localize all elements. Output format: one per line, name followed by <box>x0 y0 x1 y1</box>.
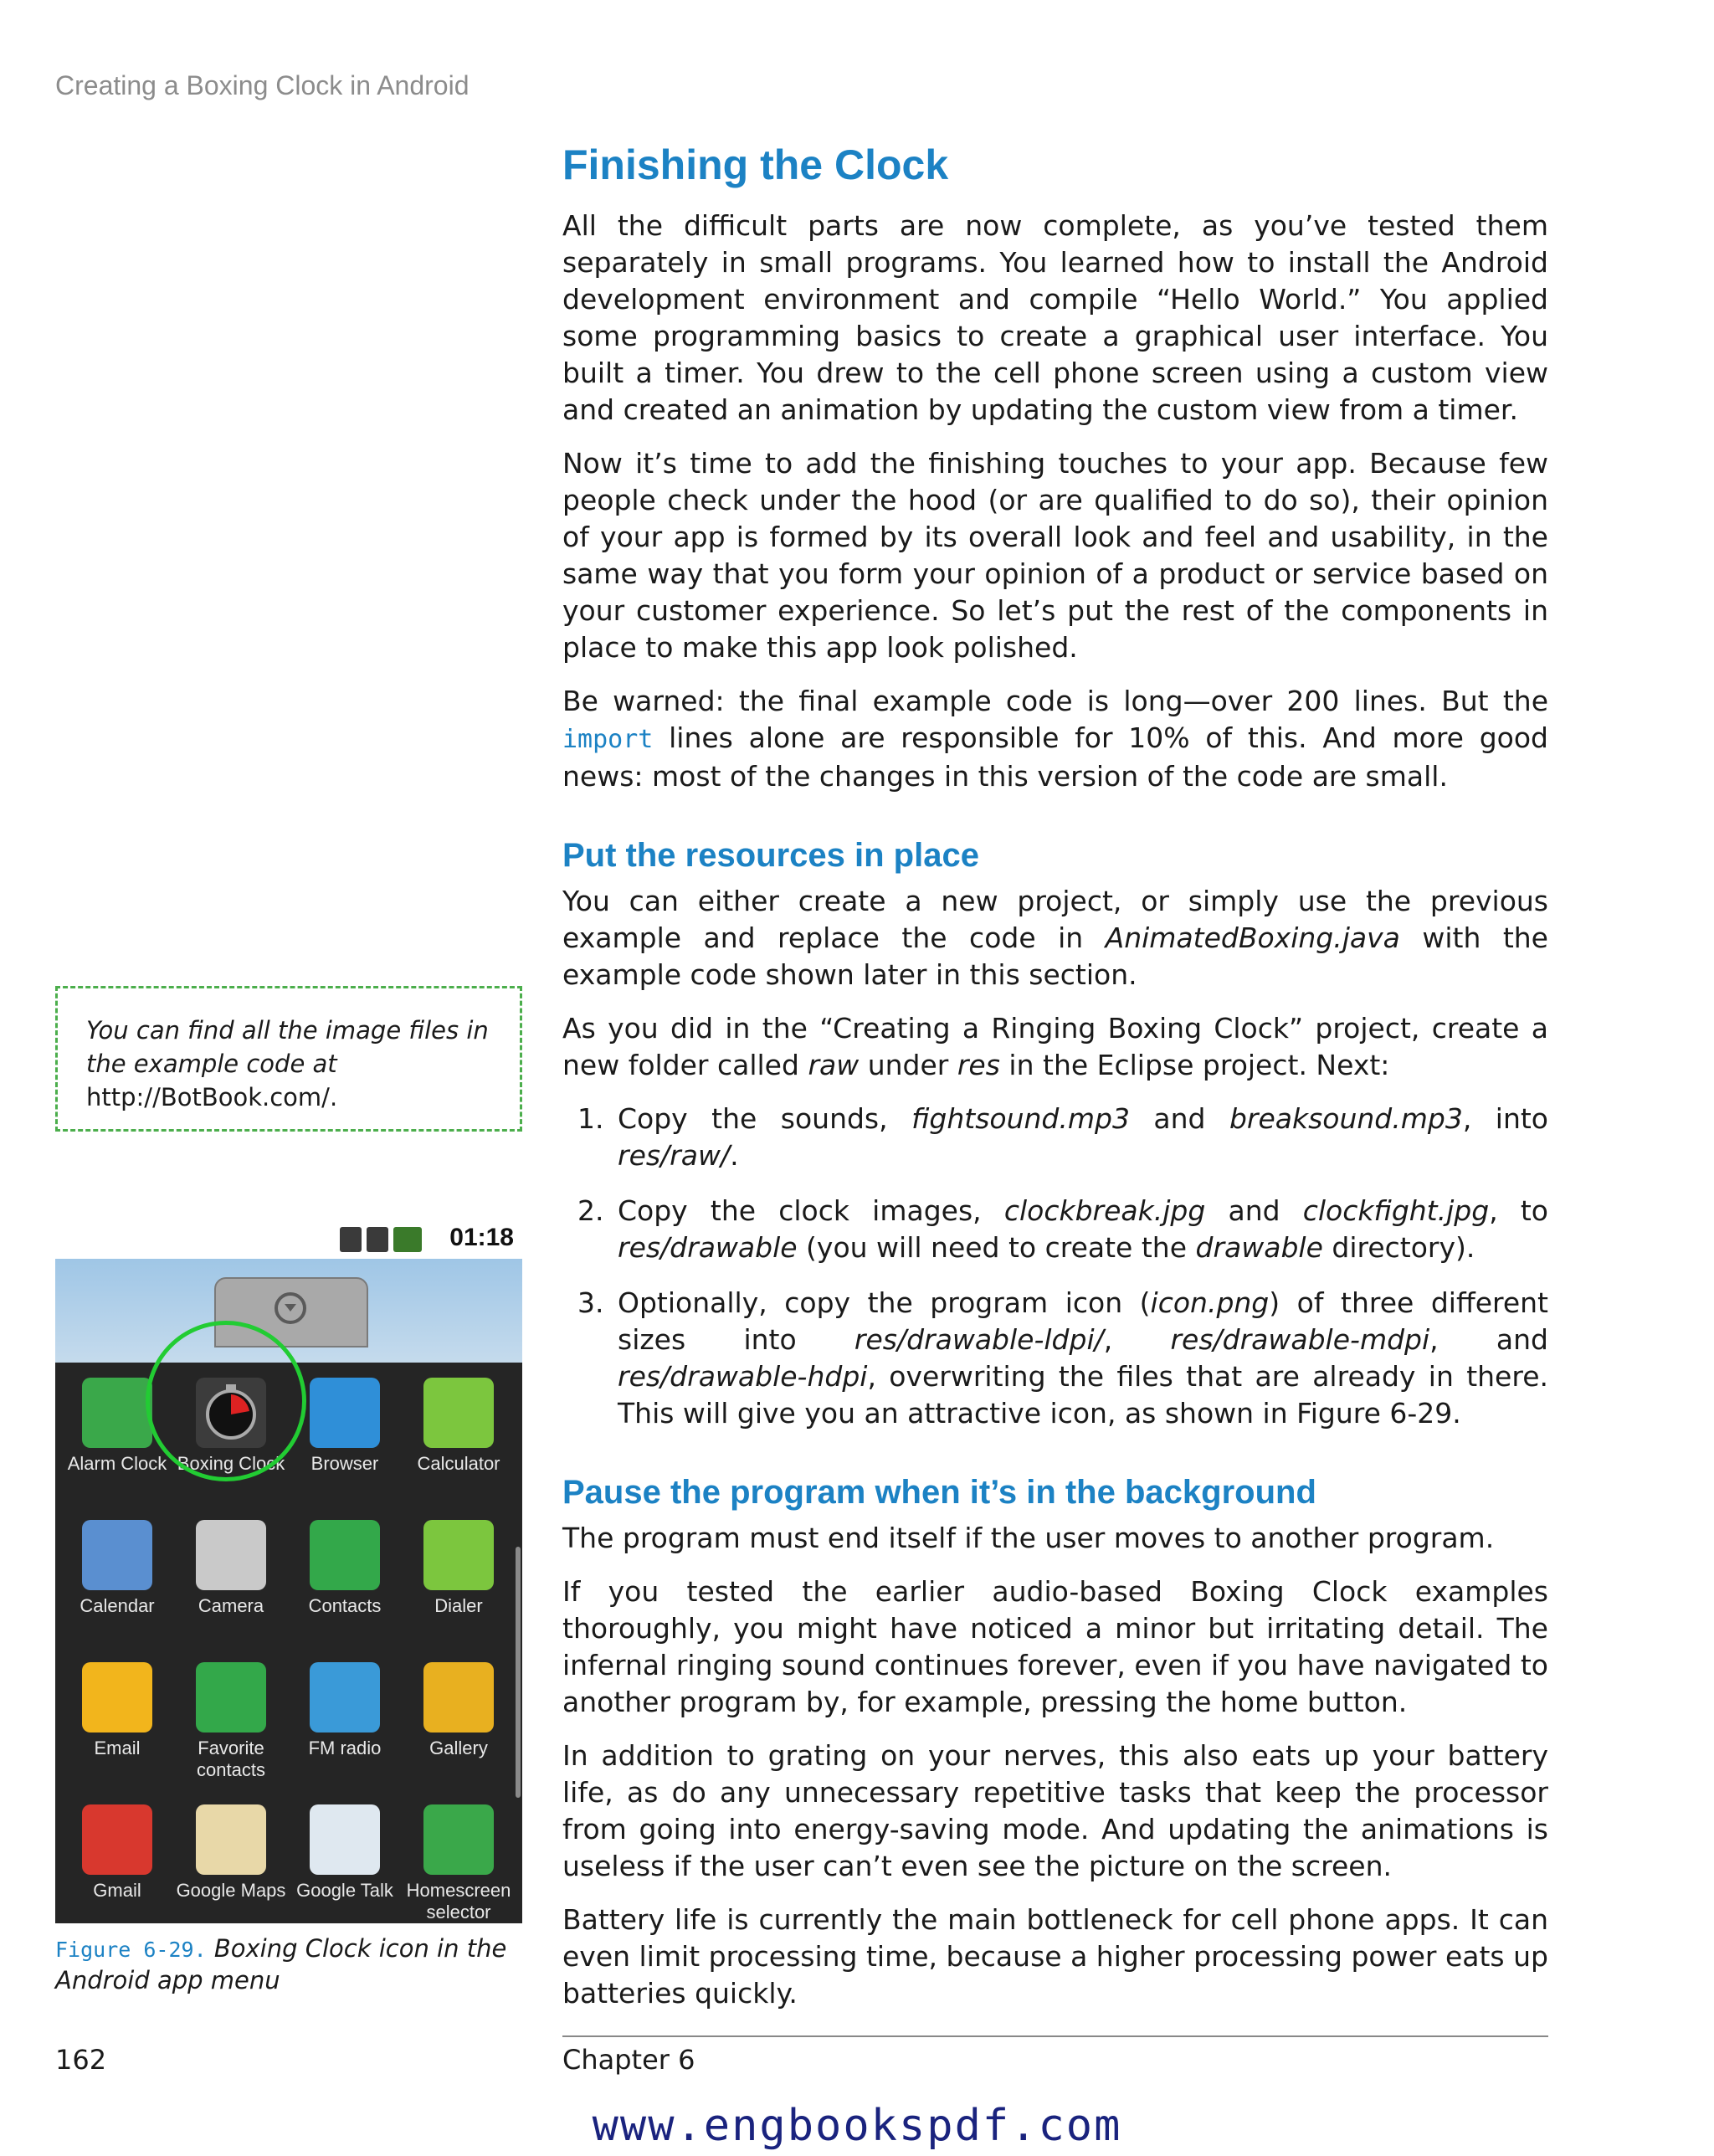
text-span: (you will need to create the <box>797 1231 1196 1264</box>
email-icon <box>82 1662 152 1732</box>
app-launcher-item[interactable] <box>402 1662 516 1759</box>
main-column <box>562 141 1548 2029</box>
fm-radio-icon <box>310 1662 380 1732</box>
section-heading-pause: Pause the program when it’s in the background <box>562 1474 1316 1511</box>
path: res/drawable-hdpi <box>618 1360 868 1393</box>
text-span: , to <box>1489 1194 1548 1227</box>
text-span: lines alone are responsible for 10% of this. And more good news: most of the changes in this version of the code are small. <box>562 721 1548 793</box>
text-span: Optionally, copy the program icon ( <box>618 1286 1151 1319</box>
homescreen-selector-icon <box>423 1804 494 1875</box>
app-label: Gallery <box>429 1738 488 1758</box>
filename: fightsound.mp3 <box>911 1102 1130 1135</box>
app-label: Contacts <box>308 1595 382 1616</box>
app-label: Homescreen selector <box>406 1880 511 1922</box>
text-span: under <box>859 1049 957 1081</box>
app-launcher-item[interactable] <box>288 1662 402 1759</box>
step-number: 2. <box>577 1194 604 1227</box>
figure-caption <box>55 1933 524 1995</box>
path: res/raw/ <box>618 1139 731 1172</box>
boxing-clock-icon <box>196 1378 266 1448</box>
app-label: Browser <box>310 1453 379 1474</box>
text-span: As you did in the “Creating a Ringing Boxing Clock” project, create a new folder called <box>562 1012 1548 1081</box>
camera-icon <box>196 1520 266 1590</box>
resources-paragraph-1 <box>562 883 1548 993</box>
pause-paragraph-1: The program must end itself if the user moves to another program. <box>562 1522 1495 1554</box>
app-launcher-item[interactable] <box>60 1378 174 1475</box>
app-label: Camera <box>198 1595 264 1616</box>
app-drawer-handle[interactable] <box>214 1277 368 1348</box>
dialer-icon <box>423 1520 494 1590</box>
app-launcher-item[interactable] <box>60 1804 174 1902</box>
intro-paragraph-3 <box>562 683 1548 795</box>
chevron-down-icon <box>275 1292 306 1324</box>
app-label: Calendar <box>80 1595 155 1616</box>
alarm-clock-icon <box>82 1378 152 1448</box>
text-span: in the Eclipse project. Next: <box>999 1049 1390 1081</box>
step-2 <box>562 1193 1548 1266</box>
app-label: Calculator <box>417 1453 500 1474</box>
signal-icon <box>367 1227 388 1252</box>
folder-name: raw <box>808 1049 860 1081</box>
pause-paragraph-3: In addition to grating on your nerves, this also eats up your battery life, as do any unnecessary repetitive tasks that keep the processor from going into energy-saving mode. And updating the animations is useless if the user can’t even see the picture on the screen. <box>562 1739 1548 1882</box>
text-span: Be warned: the final example code is long—over 200 lines. But the <box>562 685 1548 717</box>
status-icons <box>340 1225 422 1254</box>
app-label: Boxing Clock <box>177 1453 285 1474</box>
filename: AnimatedBoxing.java <box>1105 921 1400 954</box>
status-bar <box>55 1220 522 1259</box>
path: drawable <box>1195 1231 1323 1264</box>
text-span: , and <box>1429 1323 1548 1356</box>
pause-paragraph-2: If you tested the earlier audio-based Boxing Clock examples thoroughly, you might have noticed a minor but irritating detail. The infernal ringing sound continues forever, even if you have navigated to another program by, for example, pressing the home button. <box>562 1575 1548 1718</box>
favorite-contacts-icon <box>196 1662 266 1732</box>
app-label: Gmail <box>93 1880 141 1901</box>
step-number: 1. <box>577 1102 604 1135</box>
step-3 <box>562 1285 1548 1432</box>
text-span: directory). <box>1322 1231 1475 1264</box>
app-label: Google Talk <box>296 1880 393 1901</box>
text-span: and <box>1205 1194 1303 1227</box>
running-header: Creating a Boxing Clock in Android <box>55 70 470 100</box>
calculator-icon <box>423 1378 494 1448</box>
clock-face-icon <box>196 1378 266 1448</box>
battery-icon <box>393 1227 422 1252</box>
text-span: . <box>730 1139 739 1172</box>
text-span: and <box>1129 1102 1229 1135</box>
app-launcher-item[interactable] <box>60 1520 174 1617</box>
android-app-menu-screenshot <box>55 1220 522 1923</box>
page-title: Finishing the Clock <box>562 141 949 188</box>
app-label: Dialer <box>434 1595 483 1616</box>
caption-text: Boxing Clock icon in the Android app menu <box>55 1934 507 1994</box>
app-label: Alarm Clock <box>67 1453 167 1474</box>
text-span: You can either create a new project, or simply use the previous example and replace the code in <box>562 885 1548 954</box>
app-label: Email <box>94 1738 141 1758</box>
filename: icon.png <box>1150 1286 1270 1319</box>
app-launcher-item[interactable] <box>288 1804 402 1902</box>
note-text: You can find all the image files in the example code at <box>86 1016 489 1078</box>
step-1 <box>562 1101 1548 1174</box>
app-launcher-item[interactable] <box>60 1662 174 1759</box>
app-launcher-item[interactable] <box>174 1378 288 1475</box>
footer-rule <box>562 2035 1548 2037</box>
text-span: , <box>1103 1323 1171 1356</box>
filename: clockbreak.jpg <box>1003 1194 1206 1227</box>
intro-paragraph-1: All the difficult parts are now complete, as you’ve tested them separately in small programs. You learned how to install the Android development environment and compile “Hello World.” You applied some programming basics to create a graphical user interface. You built a timer. You drew to the cell phone screen using a custom view and created an animation by updating the custom view from a timer. <box>562 209 1548 426</box>
google-talk-icon <box>310 1804 380 1875</box>
path: res/drawable <box>618 1231 798 1264</box>
gallery-icon <box>423 1662 494 1732</box>
gmail-icon <box>82 1804 152 1875</box>
steps-list <box>562 1101 1548 1432</box>
figure-label: Figure 6-29. <box>55 1938 207 1962</box>
filename: breaksound.mp3 <box>1229 1102 1463 1135</box>
app-grid <box>55 1363 522 1923</box>
section-heading-resources: Put the resources in place <box>562 837 979 874</box>
resources-paragraph-2 <box>562 1010 1548 1084</box>
app-label: FM radio <box>308 1738 382 1758</box>
note-link[interactable]: http://BotBook.com/. <box>86 1083 338 1111</box>
app-launcher-item[interactable] <box>288 1378 402 1475</box>
calendar-icon <box>82 1520 152 1590</box>
browser-globe-icon <box>310 1378 380 1448</box>
text-span: Copy the clock images, <box>618 1194 1004 1227</box>
scrollbar[interactable] <box>516 1547 521 1798</box>
app-launcher-item[interactable] <box>402 1804 516 1923</box>
text-span: Copy the sounds, <box>618 1102 912 1135</box>
path: res/drawable-ldpi/ <box>854 1323 1104 1356</box>
folder-name: res <box>957 1049 1000 1081</box>
intro-paragraph-2: Now it’s time to add the finishing touches to your app. Because few people check under the hood (or are qualified to do so), their opinion of your app is formed by its overall look and feel and usability, in the same way that you form your opinion of a product or service based on your customer experience. So let’s put the rest of the components in place to make this app look polished. <box>562 447 1548 664</box>
app-launcher-item[interactable] <box>402 1520 516 1617</box>
pause-paragraph-4: Battery life is currently the main bottleneck for cell phone apps. It can even limit processing time, because a higher processing power eats up batteries quickly. <box>562 1903 1548 2010</box>
app-launcher-item[interactable] <box>402 1378 516 1475</box>
chapter-label: Chapter 6 <box>562 2044 695 2076</box>
watermark: www.engbookspdf.com <box>592 2101 1122 2151</box>
sim-icon <box>340 1227 362 1252</box>
app-launcher-item[interactable] <box>288 1520 402 1617</box>
app-launcher-item[interactable] <box>174 1804 288 1902</box>
google-maps-icon <box>196 1804 266 1875</box>
text-span: with the example code shown later in this section. <box>562 921 1548 991</box>
status-time: 01:18 <box>449 1224 514 1251</box>
app-launcher-item[interactable] <box>174 1520 288 1617</box>
text-span: ) of three different sizes into <box>618 1286 1548 1356</box>
app-label: Google Maps <box>176 1880 286 1901</box>
app-label: Favorite contacts <box>197 1738 265 1780</box>
path: res/drawable-mdpi <box>1170 1323 1430 1356</box>
margin-note <box>55 986 522 1132</box>
filename: clockfight.jpg <box>1302 1194 1490 1227</box>
text-span: , overwriting the files that are already in there. This will give you an attractive icon, as shown in Figure 6-29. <box>618 1360 1548 1430</box>
contacts-icon <box>310 1520 380 1590</box>
page-number: 162 <box>55 2044 107 2076</box>
app-launcher-item[interactable] <box>174 1662 288 1781</box>
step-number: 3. <box>577 1286 604 1319</box>
code-import: import <box>562 725 654 754</box>
text-span: , into <box>1462 1102 1548 1135</box>
